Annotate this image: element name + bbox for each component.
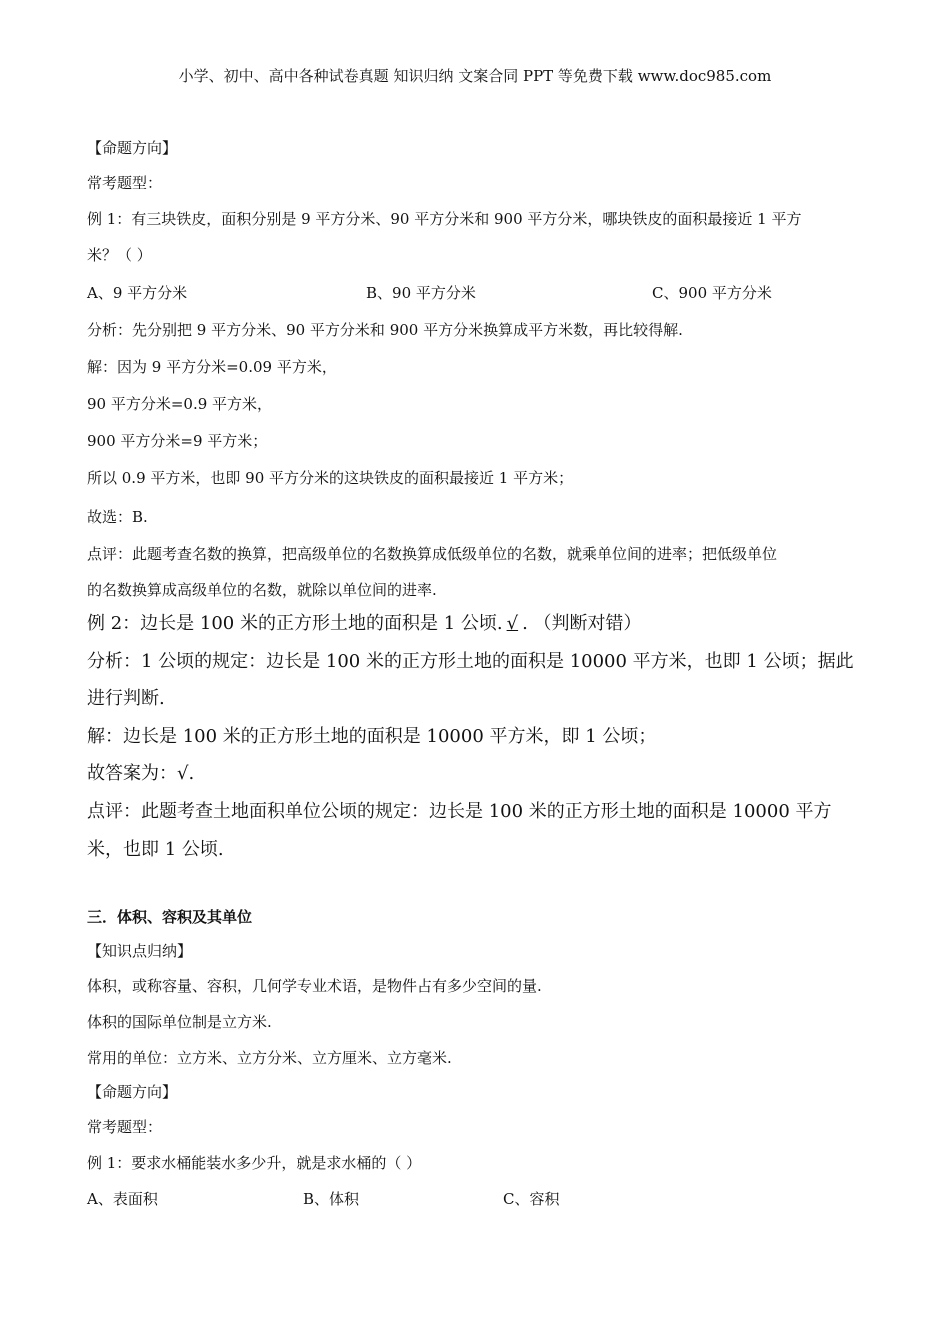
example1-analysis: 分析：先分别把 9 平方分米、90 平方分米和 900 平方分米换算成平方米数，再比较得解. xyxy=(87,321,683,339)
example2-analysis-line2: 进行判断. xyxy=(87,688,165,709)
example2-solution: 解：边长是 100 米的正方形土地的面积是 10000 平方米，即 1 公顷； xyxy=(87,726,657,747)
example1-question-line1: 例 1：有三块铁皮，面积分别是 9 平方分米、90 平方分米和 900 平方分米，哪块铁皮的面积最接近 1 平方 xyxy=(87,210,802,228)
example2-question-suffix: . （判断对错） xyxy=(522,613,642,634)
example2-comment-line2: 米，也即 1 公顷. xyxy=(87,839,224,860)
knowledge-line2: 体积的国际单位制是立方米. xyxy=(87,1013,272,1031)
example1-choice: 故选：B. xyxy=(87,508,148,526)
section3-option-b: B、体积 xyxy=(303,1190,360,1208)
example1-option-c: C、900 平方分米 xyxy=(652,284,772,302)
example1-solution-line1: 解：因为 9 平方分米=0.09 平方米， xyxy=(87,358,337,376)
example2-analysis-line1: 分析：1 公顷的规定：边长是 100 米的正方形土地的面积是 10000 平方米，也即 1 公顷；据此 xyxy=(87,651,854,672)
example2-answer-blank: √ xyxy=(506,613,519,634)
question-type-label: 常考题型： xyxy=(87,174,163,192)
example1-option-a: A、9 平方分米 xyxy=(87,284,188,302)
example1-solution-line2: 90 平方分米=0.9 平方米， xyxy=(87,395,273,413)
example2-comment-line1: 点评：此题考查土地面积单位公顷的规定：边长是 100 米的正方形土地的面积是 10000 平方 xyxy=(87,801,832,822)
example2-question-text: 例 2：边长是 100 米的正方形土地的面积是 1 公顷. xyxy=(87,613,503,634)
section3-direction-heading: 【命题方向】 xyxy=(87,1083,178,1101)
example1-comment-line2: 的名数换算成高级单位的名数，就除以单位间的进率. xyxy=(87,581,437,599)
example1-question-line2: 米？（ ） xyxy=(87,246,152,264)
example1-comment-line1: 点评：此题考查名数的换算，把高级单位的名数换算成低级单位的名数，就乘单位间的进率；把低级单位 xyxy=(87,545,778,563)
example1-option-b: B、90 平方分米 xyxy=(366,284,476,302)
knowledge-line3: 常用的单位：立方米、立方分米、立方厘米、立方毫米. xyxy=(87,1049,452,1067)
example1-solution-line3: 900 平方分米=9 平方米； xyxy=(87,432,268,450)
direction-heading: 【命题方向】 xyxy=(87,139,178,157)
section3-example1-question: 例 1：要求水桶能装水多少升，就是求水桶的（ ） xyxy=(87,1154,422,1172)
example1-solution-line4: 所以 0.9 平方米，也即 90 平方分米的这块铁皮的面积最接近 1 平方米； xyxy=(87,469,574,487)
section3-option-a: A、表面积 xyxy=(87,1190,158,1208)
example2-question xyxy=(87,612,642,636)
section3-option-c: C、容积 xyxy=(503,1190,560,1208)
knowledge-line1: 体积，或称容量、容积，几何学专业术语，是物件占有多少空间的量. xyxy=(87,977,542,995)
section3-question-type-label: 常考题型： xyxy=(87,1118,163,1136)
section3-title: 三．体积、容积及其单位 xyxy=(87,908,253,926)
page-header: 小学、初中、高中各种试卷真题 知识归纳 文案合同 PPT 等免费下载 www.doc985.com xyxy=(178,67,772,85)
example2-answer: 故答案为：√. xyxy=(87,763,195,784)
knowledge-heading: 【知识点归纳】 xyxy=(87,942,193,960)
